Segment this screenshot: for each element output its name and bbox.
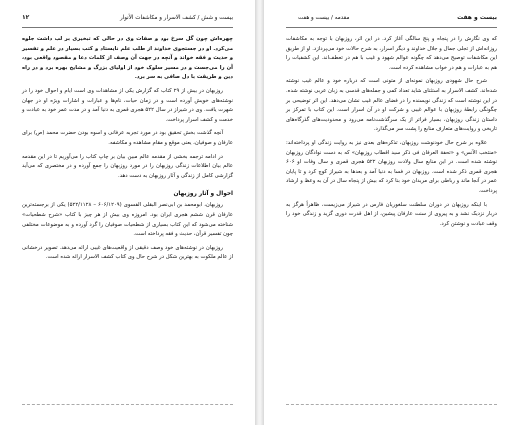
footnote-divider [286, 404, 497, 406]
paragraph: روزبهان در نوشته‌های خود وصف دقیقی از واقعیت‌های غیبی ارائه می‌دهد. تصویر درخشانی از عالم ملکوت به بهترین شکل در شرح حال وی کتاب کشف الاسرار ارائه شده است. [22, 244, 233, 261]
footnote-divider [22, 404, 233, 406]
page-number: ۱۲ [22, 14, 30, 21]
paragraph: علاوه بر شرح حال خودنوشت روزبهان، تذکره‌های بعدی نیز به روایت زندگی او پرداخته‌اند: «منتخب الآنس» و «تحفة العرفان فی ذکر سید اقطاب روزبهان» که به دست نوادگان روزبهان نوشته شده است. در این منابع سال ولادت روزبهان ۵۲۲ هجری قمری و سال وفات او ۶۰۶ هجری قمری ذکر شده است. روزبهان در فسا به دنیا آمد و بعدها به شیراز کوچ کرد و تا پایان عمر در آنجا ماند و رباطی برای مریدان خود بنا کرد که بیش از پنجاه سال در آن به وعظ و ارشاد پرداخت. [286, 139, 497, 194]
page-body [286, 35, 497, 229]
header-title: مقدمه / بیست و هفت [298, 15, 350, 21]
paragraph: با اینکه روزبهان در دوران سلطنت سلغوریان فارس در شیراز می‌زیست، ظاهراً هرگز به دربار نزدیک نشد و به پیروی از سنت عارفان پیشین، از اهل قدرت دوری گزید و زندگی خود را وقف عبادت و نوشتن کرد. [286, 201, 497, 227]
page-number: بیست و هفت [457, 14, 497, 21]
section-heading: احوال و آثار روزبهان [173, 191, 233, 198]
header-rule [22, 27, 233, 28]
paragraph: در ادامه ترجمه بخشی از مقدمه عالم مبین بیان بر چاپ کتاب را می‌آوریم تا در این مقدمه عالم بیان اطلاعات زندگی روزبهان را در مورد روزبهان را جمع آورده و در مختصری که می‌آید گزارشی کامل از زندگی و آثار روزبهان به دست دهد. [22, 153, 233, 179]
right-page [264, 0, 519, 425]
paragraph: چهره‌اش چون گل سرخ بود و صفات وی در حالی که تبخیری بر لب داشت جلوه می‌کرد. او در جستجوی خداوند از طلب علم نایستاد و کتب بسیار در علم و تفسیر و حدیث و فقه خواند و آنچه در جهت آن وصف از کلمات دعا و مقصود واقعی بود، آن را می‌جست و در مسیر سلوک خود از اولیای بزرگ و مشایخ بهره برد و در راه دین و طریقت با دل صافی به سر برد. [22, 36, 233, 81]
paragraph: روزبهان در بیش از ۲۹ کتاب که گزارش یکی از مشاهدات وی است ایام و احوال خود را در نوشته‌های خویش آورده است و در زمان حیات، نام‌ها و عبارات و اشارات ویژه او در جهان شهرت یافت. وی در شیراز در سال ۵۲۲ هجری قمری به دنیا آمد و در مدت عمر خود به عبادت و خدمت و کشف اسرار پرداخت. [22, 87, 233, 123]
paragraph: که وی نگارش را در پنجاه و پنج سالگی آغاز کرد. در این اثر، روزبهان با توجه به مکاشفات روزانه‌اش از تجلی جمال و جلال خداوند و دیگر اسرار، به شرح حالات خود می‌پردازد. او از طریق این مکاشفات توصیح می‌دهد که چگونه عوالم شهود و غیب با هم در تعطف‌اند. این کشفیات را هم به عبارات و هم در خواب مشاهده کرده است. [286, 36, 497, 71]
paragraph: شرح حال شهودی روزبهان نمونه‌ای از متونی است که درباره خود و عالم غیب نوشته شده‌اند. کشف الاسرار به استثنای شاید تعداد کمی و جمله‌های قدسی به زبان عربی نوشته شده. در این نوشته است که زندگی نویسنده را در فضای عالم غیب نشان می‌دهد. این اثر توضیحی بر چگونگی رابطهٔ روزبهان با عوالم غیبی و شرکت او در آن اسرار است. این کتاب با تمرکز بر داستان زندگی روزبهان، بسیار فراتر از یک سرگذشت‌نامه می‌رود و محدودیت‌های گذرگاه‌های تاریخی و روایت‌های متعارف منابع را پشت سر می‌گذارد. [286, 78, 497, 133]
paragraph: روزبهان، ابومحمد بن ابی‌نصر البقلی الفسوی (۶۰۶/۱۲۰۹ – ۵۲۲/۱۱۲۸) یکی از برجسته‌ترین عارفان قرن ششم هجری ایران بود. امروزه وی بیش از هر چیز با کتاب «شرح شطحیات» شناخته می‌شود که این کتاب بسیاری از شطحیات صوفیان را گرد آورده و به موضوعات مختلفی چون تفسیر قرآن، حدیث و فقه پرداخته است. [22, 202, 233, 238]
page-body [22, 35, 233, 263]
paragraph: آنچه گذشت بخش تحقیق بود در مورد تجربه عرفانی و اسوه بودن حضرت محمد (ص) برای عارفان و صوفیان، یعنی موقع و مقام مشاهده و مکاشفه. [22, 130, 233, 146]
left-page [0, 0, 255, 425]
header-rule [286, 27, 497, 28]
header-title: بیست و شش / کشف الاسرار و مکاشفات الأنوار [120, 15, 233, 21]
book-spine [255, 0, 264, 425]
